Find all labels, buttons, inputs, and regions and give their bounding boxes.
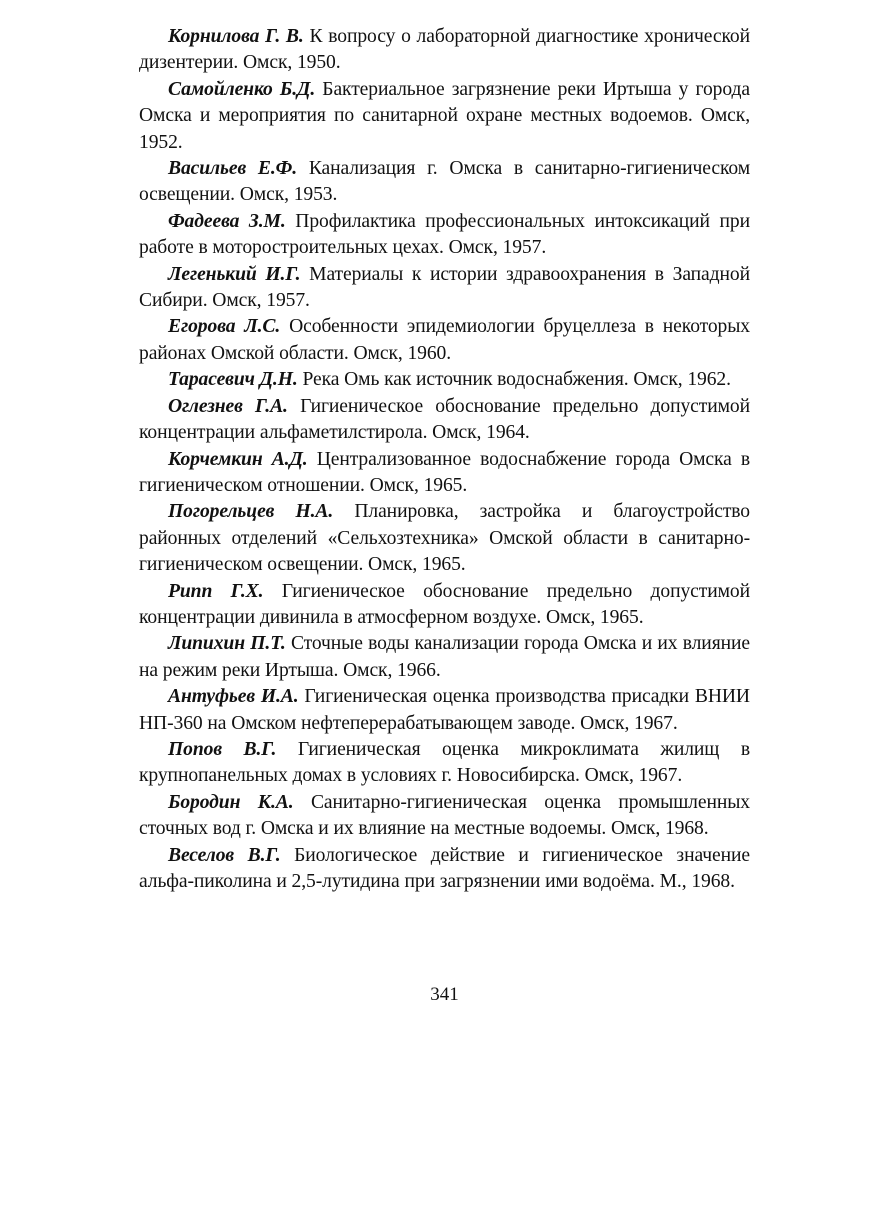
entry-text: Санитарно-гигиеническая оценка промышленных сточных вод г. Омска и их влияние на местные водоемы. Омск, 1968. (139, 791, 750, 840)
bibliography-entry (139, 737, 750, 790)
entry-author: Фадеева З.М. (168, 210, 286, 232)
entry-text: Гигиеническое обоснование предельно допустимой концентрации дивинила в атмосферном воздухе. Омск, 1965. (139, 580, 750, 628)
entry-text: Канализация г. Омска в санитарно-гигиеническом освещении. Омск, 1953. (139, 158, 750, 206)
bibliography-entry (139, 262, 750, 315)
entry-text: Бактериальное загрязнение реки Иртыша у города Омска и мероприятия по санитарной охране местных водоемов. Омск, 1952. (139, 78, 750, 153)
entry-text: Профилактика профессиональных интоксикаций при работе в моторостроительных цехах. Омск, 1957. (139, 210, 750, 259)
page-number: 341 (430, 984, 459, 1005)
entry-text: Сточные воды канализации города Омска и их влияние на режим реки Иртыша. Омск, 1966. (139, 633, 750, 681)
entry-author: Попов В.Г. (168, 738, 277, 760)
entry-author: Липихин П.Т. (168, 633, 286, 655)
bibliography-entry (139, 684, 750, 737)
entry-text: Гигиеническая оценка производства присадки ВНИИ НП-360 на Омском нефтеперерабатывающем заводе. Омск, 1967. (139, 686, 750, 734)
bibliography-entry (139, 77, 750, 156)
bibliography-entry (139, 367, 750, 393)
entry-author: Веселов В.Г. (168, 844, 281, 866)
bibliography-entry (139, 314, 750, 367)
entry-text: Гигиеническая оценка микроклимата жилищ в крупнопанельных домах в условиях г. Новосибирска. Омск, 1967. (139, 738, 750, 787)
entry-text: Планировка, застройка и благоустройство районных отделений «Сельхозтехника» Омской области в санитарно-гигиеническом освещении. Омск, 1965. (139, 501, 750, 576)
entry-author: Корнилова Г. В. (168, 26, 304, 47)
entry-author: Егорова Л.С. (168, 316, 281, 338)
bibliography-entry (139, 394, 750, 447)
bibliography-list (139, 24, 750, 895)
entry-author: Васильев Е.Ф. (168, 158, 298, 180)
entry-author: Бородин К.А. (168, 791, 294, 813)
bibliography-entry (139, 843, 750, 896)
entry-text: Река Омь как источник водоснабжения. Омск, 1962. (302, 369, 731, 391)
bibliography-entry (139, 499, 750, 578)
entry-author: Рипп Г.Х. (168, 580, 264, 602)
entry-text: Гигиеническое обоснование предельно допустимой концентрации альфаметилстирола. Омск, 1964. (139, 395, 750, 444)
entry-author: Тарасевич Д.Н. (168, 369, 298, 391)
entry-author: Антуфьев И.А. (168, 686, 299, 708)
entry-text: Особенности эпидемиологии бруцеллеза в некоторых районах Омской области. Омск, 1960. (139, 316, 750, 364)
entry-author: Самойленко Б.Д. (168, 78, 316, 100)
entry-text: Централизованное водоснабжение города Омска в гигиеническом отношении. Омск, 1965. (139, 448, 751, 496)
bibliography-entry (139, 579, 750, 632)
bibliography-entry (139, 631, 750, 684)
bibliography-entry (139, 447, 750, 500)
entry-text: Материалы к истории здравоохранения в Западной Сибири. Омск, 1957. (139, 263, 750, 312)
bibliography-entry (139, 24, 750, 77)
bibliography-entry (139, 156, 750, 209)
bibliography-entry (139, 790, 750, 843)
entry-author: Оглезнев Г.А. (168, 395, 288, 417)
bibliography-entry (139, 209, 750, 262)
entry-text: К вопросу о лабораторной диагностике хронической дизентерии. Омск, 1950. (139, 26, 750, 74)
entry-author: Корчемкин А.Д. (168, 448, 308, 470)
entry-author: Легенький И.Г. (168, 263, 301, 285)
entry-author: Погорельцев Н.А. (168, 501, 334, 523)
entry-text: Биологическое действие и гигиеническое значение альфа-пиколина и 2,5-лутидина при загрязнении ими водоёма. М., 1968. (139, 844, 750, 892)
